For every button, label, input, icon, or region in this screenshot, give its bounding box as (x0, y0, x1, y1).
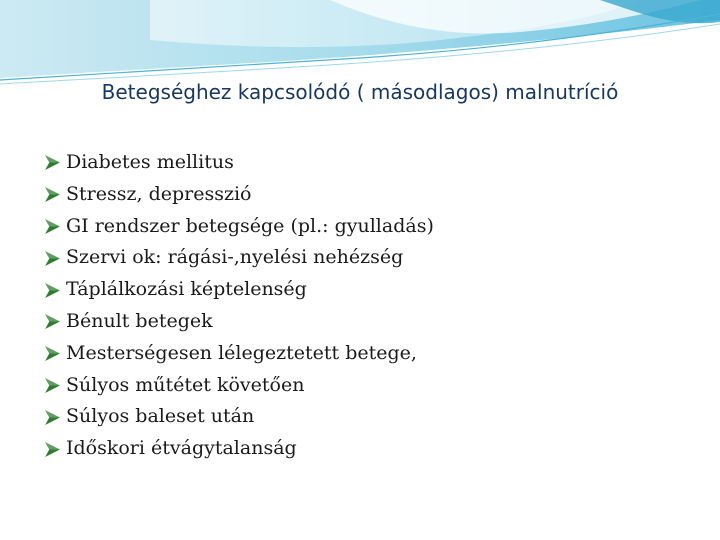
list-item-text: Időskori étvágytalanság (66, 437, 297, 460)
list-item (44, 147, 434, 179)
list-item (44, 401, 434, 433)
bullet-list (44, 147, 434, 465)
list-item-text: GI rendszer betegsége (pl.: gyulladás) (66, 214, 434, 237)
list-item-text: Diabetes mellitus (66, 151, 234, 173)
list-item (44, 274, 434, 306)
slide-title: Betegséghez kapcsolódó ( másodlagos) malnutríció (101, 80, 619, 104)
list-item (44, 370, 434, 402)
list-item (44, 306, 434, 338)
arrow-right-icon (44, 313, 61, 330)
list-item-text: Súlyos baleset után (66, 405, 255, 428)
arrow-right-icon (44, 282, 61, 299)
arrow-right-icon (44, 250, 61, 267)
header-wave-decoration (0, 0, 720, 90)
list-item (44, 242, 434, 274)
list-item (44, 179, 434, 211)
arrow-right-icon (44, 377, 61, 394)
list-item (44, 211, 434, 243)
list-item (44, 338, 434, 370)
arrow-right-icon (44, 186, 61, 203)
list-item-text: Stressz, depresszió (66, 182, 252, 205)
list-item (44, 433, 434, 465)
arrow-right-icon (44, 218, 61, 235)
arrow-right-icon (44, 441, 61, 458)
list-item-text: Szervi ok: rágási-,nyelési nehézség (66, 246, 404, 269)
arrow-right-icon (44, 345, 61, 362)
arrow-right-icon (44, 154, 61, 171)
arrow-right-icon (44, 409, 61, 426)
list-item-text: Súlyos műtétet követően (66, 373, 305, 396)
list-item-text: Táplálkozási képtelenség (66, 278, 307, 301)
list-item-text: Mesterségesen lélegeztetett betege, (66, 341, 417, 364)
list-item-text: Bénult betegek (66, 309, 213, 332)
